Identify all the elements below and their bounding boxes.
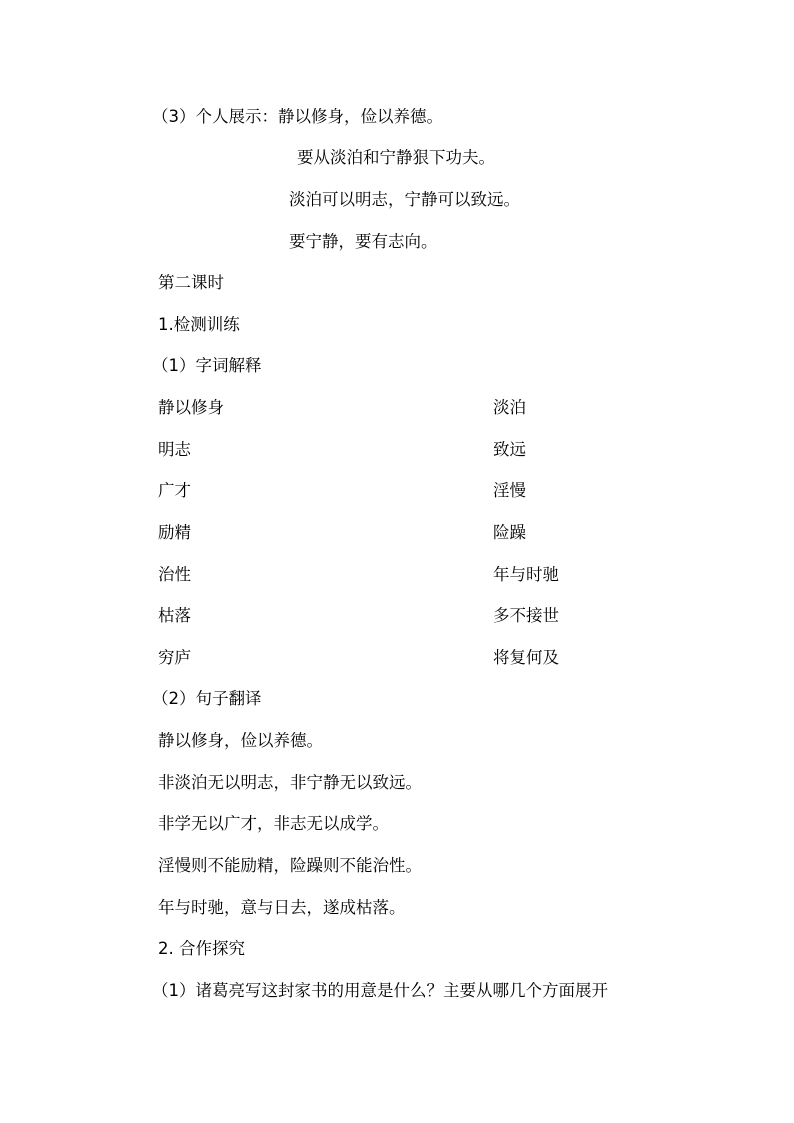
- word-row: [158, 440, 526, 460]
- sentence-item: 非学无以广才，非志无以成学。: [158, 814, 389, 833]
- word-term: 治性: [158, 565, 191, 584]
- word-row: [158, 648, 559, 668]
- part-1-title: 1.检测训练: [158, 315, 240, 334]
- section-3-point-2: 淡泊可以明志，宁静可以致远。: [289, 190, 520, 209]
- lesson-2-title: 第二课时: [158, 273, 224, 292]
- word-term: 险躁: [493, 523, 526, 542]
- sentence-item: 年与时驰，意与日去，遂成枯落。: [158, 898, 406, 917]
- word-term: 广才: [158, 481, 191, 500]
- sentence-item: 淫慢则不能励精，险躁则不能治性。: [158, 856, 422, 875]
- word-term: 明志: [158, 440, 191, 459]
- word-term: 穷庐: [158, 648, 191, 667]
- sentence-item: 非淡泊无以明志，非宁静无以致远。: [158, 773, 422, 792]
- word-term: 淫慢: [493, 481, 526, 500]
- sentences-heading: （2）句子翻译: [152, 689, 262, 708]
- word-row: [158, 565, 559, 585]
- part-2-title: 2. 合作探究: [158, 939, 245, 958]
- section-3-point-1: 要从淡泊和宁静狠下功夫。: [297, 148, 495, 167]
- word-term: 将复何及: [493, 648, 559, 667]
- word-row: [158, 481, 526, 501]
- word-term: 致远: [493, 440, 526, 459]
- word-row: [158, 606, 559, 626]
- word-term: 枯落: [158, 606, 191, 625]
- word-term: 年与时驰: [493, 565, 559, 584]
- words-heading: （1）字词解释: [152, 356, 262, 375]
- sentence-item: 静以修身，俭以养德。: [158, 731, 323, 750]
- section-3-point-3: 要宁静，要有志向。: [289, 232, 438, 251]
- word-row: [158, 523, 526, 543]
- section-3-heading: （3）个人展示：静以修身，俭以养德。: [152, 107, 443, 126]
- word-row: [158, 398, 526, 418]
- word-term: 静以修身: [158, 398, 224, 417]
- word-term: 励精: [158, 523, 191, 542]
- word-term: 淡泊: [493, 398, 526, 417]
- word-term: 多不接世: [493, 606, 559, 625]
- part-2-question: （1）诸葛亮写这封家书的用意是什么？主要从哪几个方面展开: [152, 981, 608, 1000]
